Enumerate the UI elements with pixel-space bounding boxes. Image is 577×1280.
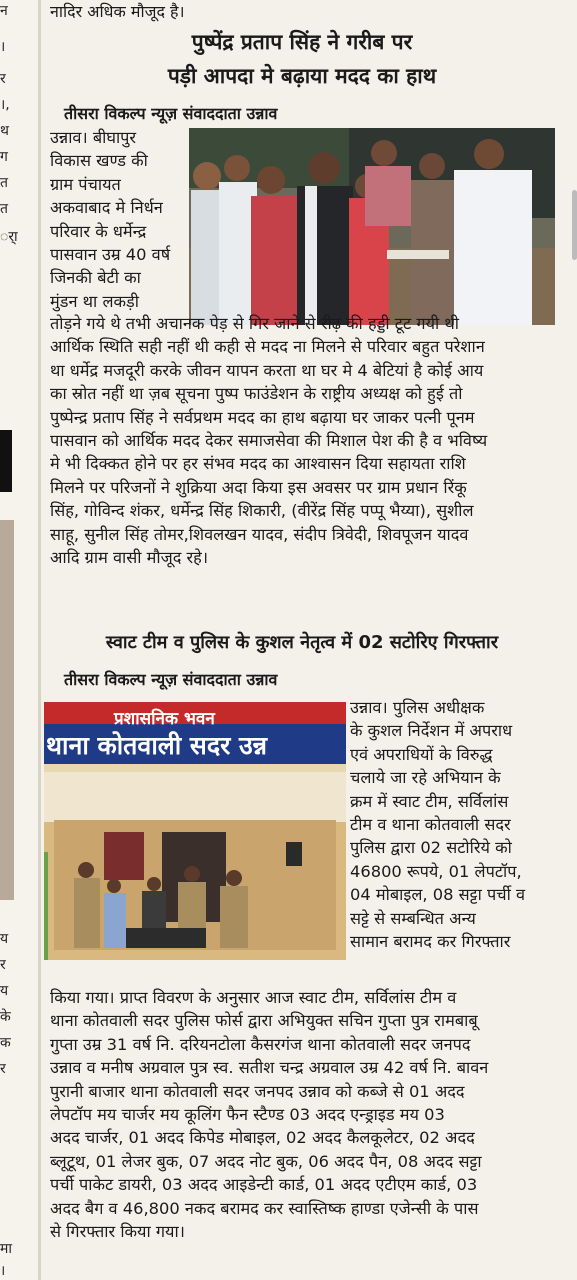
text-line: जिनकी बेटी का [50, 268, 141, 288]
text-line: अदद बैग व 46,800 नकद बरामद कर स्वास्तिष्क हाण्डा एजेन्सी के पास [50, 1198, 479, 1218]
text-line: टीम व थाना कोतवाली सदर [350, 815, 511, 835]
text-line: गुप्ता उम्र 31 वर्ष नि. दरियनटोला कैसरगंज थाना कोतवाली सदर जनपद [50, 1034, 471, 1054]
text-line: के कुशल निर्देशन में अपराध [350, 721, 513, 741]
text-line: परिवार के धर्मेन्द्र [50, 221, 147, 241]
text-line: आर्थिक स्थिति सही नहीं थी कही से मदद ना मिलने से परिवार बहुत परेशान [50, 337, 485, 357]
sign-bottom-text: थाना कोतवाली सदर उन्न [46, 731, 267, 760]
previous-article-tail: नादिर अधिक मौजूद है। [50, 2, 185, 21]
column-divider [38, 0, 41, 1280]
left-photo-fragment [0, 520, 14, 900]
text-line: लेपटॉप मय चार्जर मय कूलिंग फैन स्टैण्ड 03 अदद एन्ड्राइड मय 03 [50, 1105, 445, 1125]
left-glyph: क [0, 1035, 11, 1051]
text-line: उन्नाव। बीघापुर [50, 128, 137, 147]
text-line: तोड़ने गये थे तभी अचानक पेड़ से गिर जाने से रीढ़ की हड्डी टूट गयी थी [50, 314, 460, 333]
text-line: पर्ची पाकेट डायरी, 03 अदद आइडेन्टी कार्ड, 01 अदद एटीएम कार्ड, 03 [50, 1175, 478, 1195]
text-line: अकवाबाद मे निर्धन [50, 198, 163, 218]
text-line: था धर्मेद्र मजदूरी करके जीवन यापन करता था घर मे 4 बेटियां है कोई आय [50, 360, 484, 380]
text-line: का स्रोत नहीं था ज़ब सूचना पुष्प फाउंडेशन के राष्ट्रीय अध्यक्ष को हुई तो [50, 384, 463, 404]
left-glyph: र्ा [0, 229, 18, 245]
headline-line-1: पुष्पेंद्र प्रताप सिंह ने गरीब पर [191, 30, 413, 54]
text-line: मिलने पर परिजनों ने शुक्रिया अदा किया इस अवसर पर ग्राम प्रधान रिंकू [50, 477, 467, 497]
article1-narrow-text [50, 126, 190, 313]
text-line: चलाये जा रहे अभियान के [350, 768, 501, 788]
text-line: मे भी दिक्कत होने पर हर संभव मदद का आश्वासन दिया सहायता राशि [50, 454, 466, 474]
left-glyph: । [0, 39, 6, 55]
left-glyph: न [0, 3, 8, 19]
left-glyph: य [0, 931, 9, 947]
text-line: पासवान उम्र 40 वर्ष [50, 245, 171, 265]
text-line: 46800 रूपये, 01 लेपटॉप, [350, 861, 522, 881]
text-line: मुंडन था लकड़ी [50, 291, 139, 311]
article2-body [50, 986, 554, 1243]
left-black-bar [0, 430, 12, 492]
text-line: पुष्पेन्द्र प्रताप सिंह ने सर्वप्रथम मदद का हाथ बढ़ाया घर जाकर पत्नी पूनम [50, 407, 475, 427]
left-glyph: थ [0, 123, 9, 139]
text-line: सिंह, गोविन्द शंकर, धर्मेन्द्र सिंह शिकारी, (वीरेंद्र सिंह पप्पू भैय्या), सुशील [50, 501, 474, 521]
sign-top-text: प्रशासनिक भवन [114, 709, 215, 729]
left-glyph: य [0, 983, 9, 999]
article2-byline: तीसरा विकल्प न्यूज़ संवाददाता उन्नाव [64, 670, 278, 689]
article2-narrow-text [350, 696, 554, 953]
text-line: एवं अपराधियों के विरुद्ध [350, 744, 493, 764]
text-line: उन्नाव। पुलिस अधीक्षक [350, 698, 485, 717]
text-line: से गिरफ्तार किया गया। [50, 1222, 185, 1242]
left-glyph: ग [0, 149, 8, 165]
headline-line-2: पड़ी आपदा मे बढ़ाया मदद का हाथ [167, 64, 437, 88]
text-line: उन्नाव व मनीष अग्रवाल पुत्र स्व. सतीश चन्द्र अग्रवाल उम्र 42 वर्ष नि. बावन [50, 1058, 489, 1078]
scroll-indicator[interactable] [572, 190, 577, 260]
left-glyph: त [0, 175, 8, 191]
text-line: ब्लूटूथ, 01 लेजर बुक, 07 अदद नोट बुक, 06 अदद पैन, 08 अदद सट्टा [50, 1151, 482, 1171]
text-line: सट्टे से सम्बन्धित अन्य [350, 908, 476, 928]
text-line: अदद चार्जर, 01 अदद किपेड मोबाइल, 02 अदद कैलकूलेटर, 02 अदद [50, 1128, 475, 1148]
article1-body [50, 312, 554, 569]
text-line: थाना कोतवाली सदर पुलिस फोर्स द्वारा अभियुक्त सचिन गुप्ता पुत्र रामबाबू [50, 1011, 478, 1031]
text-line: पासवान को आर्थिक मदद देकर समाजसेवा की मिशाल पेश की है व भविष्य [50, 431, 488, 451]
text-line: पुरानी बाजार थाना कोतवाली सदर जनपद उन्नाव को कब्जे से 01 अदद [50, 1081, 465, 1101]
text-line: सामान बरामद कर गिरफ्तार [350, 932, 511, 952]
left-glyph: त [0, 201, 8, 217]
left-glyph: मा [0, 1241, 12, 1257]
adjacent-column-fragment [0, 0, 38, 1280]
text-line: ग्राम पंचायत [50, 174, 121, 194]
left-glyph: र [0, 71, 6, 87]
left-glyph: । [0, 1263, 6, 1279]
article2-photo [44, 702, 346, 960]
byline: तीसरा विकल्प न्यूज़ संवाददाता उन्नाव [64, 104, 278, 123]
text-line: आदि ग्राम वासी मौजूद रहे। [50, 548, 208, 568]
article1-photo [189, 128, 555, 325]
text-line: विकास खण्ड की [50, 151, 148, 171]
left-glyph: ।, [0, 97, 10, 113]
text-line: 04 मोबाइल, 08 सट्टा पर्ची व [350, 885, 526, 905]
article2-headline: स्वाट टीम व पुलिस के कुशल नेतृत्व में 02 सटोरिए गिरफ्तार [105, 632, 499, 653]
newspaper-page [44, 0, 560, 1280]
text-line: साहू, सुनील सिंह तोमर,शिवलखन यादव, संदीप त्रिवेदी, शिवपूजन यादव [50, 524, 469, 544]
left-glyph: र [0, 1061, 6, 1077]
text-line: पुलिस द्वारा 02 सटोरिये को [350, 838, 512, 858]
left-glyph: के [0, 1009, 11, 1025]
text-line: किया गया। प्राप्त विवरण के अनुसार आज स्वाट टीम, सर्विलांस टीम व [50, 988, 457, 1007]
left-glyph: र [0, 957, 6, 973]
text-line: क्रम में स्वाट टीम, सर्विलांस [350, 791, 509, 811]
